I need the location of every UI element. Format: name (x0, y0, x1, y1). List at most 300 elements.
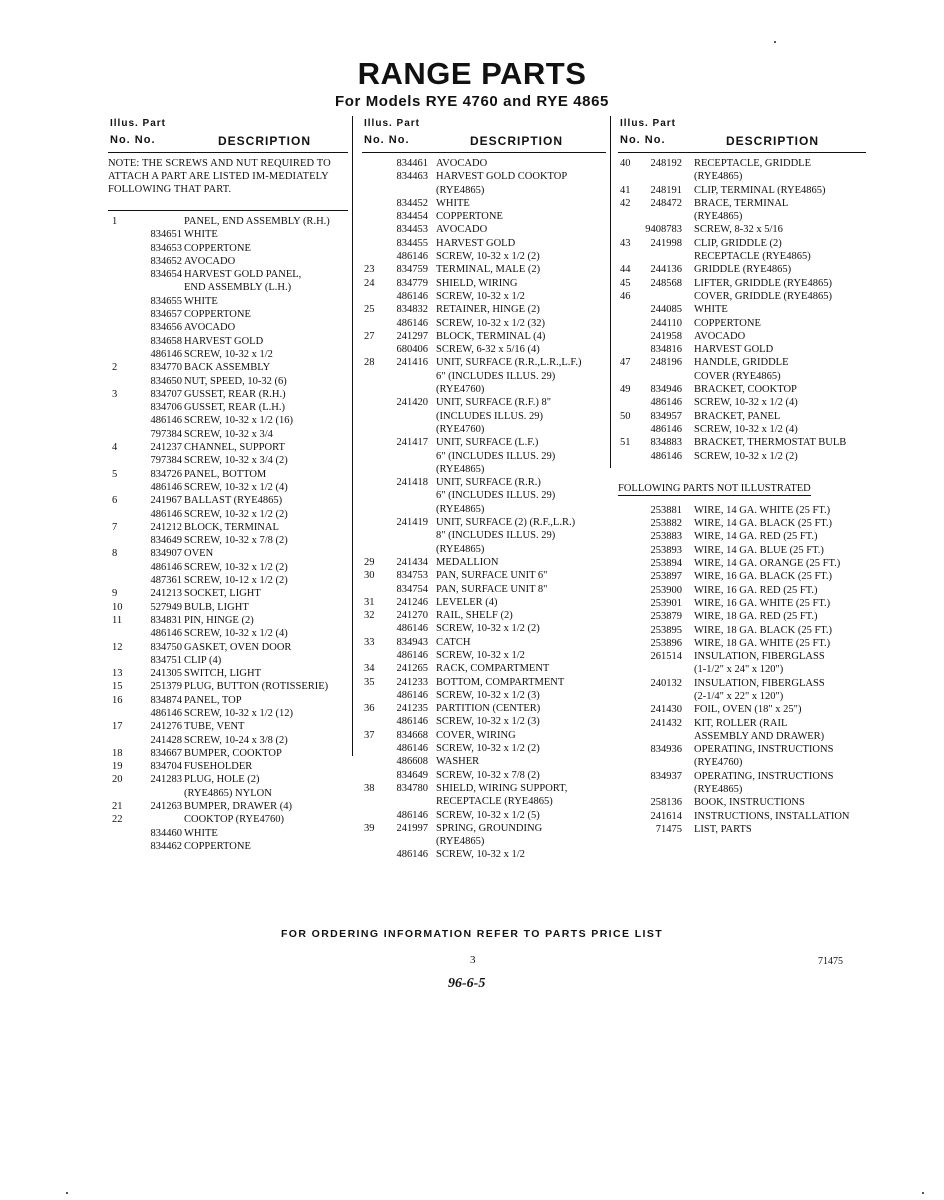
part-description: HANDLE, GRIDDLE (694, 357, 789, 369)
table-row (108, 468, 348, 481)
table-row (618, 184, 866, 197)
part-number: 834759 (396, 264, 428, 276)
part-description: WIRE, 18 GA. BLACK (25 FT.) (694, 624, 833, 636)
table-row (108, 281, 348, 294)
column-divider (610, 116, 611, 468)
part-description: BRACKET, THERMOSTAT BULB (694, 437, 847, 449)
part-description: (1-1/2" x 24" x 120") (694, 664, 784, 676)
part-description: SCREW, 10-32 x 1/2 (16) (184, 415, 293, 427)
part-number: 834957 (650, 410, 682, 422)
illus-number: 30 (364, 570, 375, 582)
part-number: 244085 (650, 304, 682, 316)
table-row (108, 627, 348, 640)
part-description: SCREW, 10-32 x 1/2 (2) (184, 508, 288, 520)
part-description: WHITE (184, 827, 218, 839)
part-number: 253896 (650, 637, 682, 649)
header-description: DESCRIPTION (218, 134, 312, 148)
table-row (108, 335, 348, 348)
part-number: 248192 (650, 158, 682, 169)
illus-number: 35 (364, 676, 375, 688)
part-description: SCREW, 10-32 x 1/2 (436, 290, 525, 302)
part-description: SCREW, 10-32 x 1/2 (184, 348, 273, 360)
part-number: 834946 (650, 384, 682, 396)
part-description: SCREW, 10-32 x 1/2 (32) (436, 317, 545, 329)
header-illus-part: Illus. Part (110, 118, 167, 129)
part-number: 244110 (650, 317, 682, 329)
part-description: SHIELD, WIRING (436, 277, 518, 289)
part-description: SHIELD, WIRING SUPPORT, (436, 782, 568, 794)
illus-number: 50 (620, 410, 631, 422)
table-row (108, 654, 348, 667)
part-number: 261514 (650, 651, 682, 663)
part-description: PANEL, TOP (184, 694, 242, 706)
table-row (362, 277, 606, 290)
table-row (618, 237, 866, 250)
part-description: UNIT, SURFACE (2) (R.F.,L.R.) (436, 517, 576, 529)
part-description: (RYE4760) (694, 757, 743, 769)
part-description: INSTRUCTIONS, INSTALLATION (694, 810, 850, 822)
part-description: HARVEST GOLD (694, 344, 774, 356)
part-number: 241428 (150, 734, 182, 746)
header-description: DESCRIPTION (470, 134, 564, 148)
part-number: 240132 (650, 677, 682, 689)
table-row (362, 396, 606, 409)
page-title: RANGE PARTS (357, 56, 587, 91)
parts-list (618, 157, 866, 463)
table-row (108, 215, 348, 228)
illus-number: 28 (364, 357, 375, 369)
part-description: COPPERTONE (184, 309, 251, 321)
illus-number: 31 (364, 596, 375, 608)
table-row (362, 317, 606, 330)
part-description: AVOCADO (694, 330, 746, 342)
column-header (618, 118, 866, 153)
part-description: RECEPTACLE (RYE4865) (694, 251, 811, 263)
part-description: WASHER (436, 756, 480, 768)
part-description: COVER, WIRING (436, 729, 516, 741)
part-number: 680406 (396, 344, 428, 356)
table-row (618, 557, 866, 570)
part-number: 486146 (396, 689, 428, 701)
part-description: FUSEHOLDER (184, 761, 253, 773)
part-number: 241418 (396, 477, 428, 489)
part-description: WIRE, 14 GA. RED (25 FT.) (694, 531, 818, 543)
part-description: (RYE4865) (694, 211, 743, 223)
illus-number: 8 (112, 548, 118, 560)
part-description: SCREW, 10-32 x 1/2 (2) (436, 743, 540, 755)
table-row (108, 680, 348, 693)
table-row (618, 810, 866, 823)
illus-number: 29 (364, 556, 375, 568)
table-row (362, 210, 606, 223)
part-description: COPPERTONE (184, 840, 251, 852)
part-description: HARVEST GOLD PANEL, (184, 269, 302, 281)
illus-number: 49 (620, 384, 631, 396)
part-number: 241213 (150, 588, 182, 600)
table-row (362, 197, 606, 210)
part-number: 241434 (396, 556, 428, 568)
header-illus-part: Illus. Part (620, 118, 677, 129)
part-number: 486146 (396, 623, 428, 635)
part-description: SCREW, 10-32 x 3/4 (2) (184, 455, 288, 467)
column-header (108, 118, 348, 153)
table-row (618, 223, 866, 236)
table-row (362, 410, 606, 423)
part-description: SCREW, 10-32 x 1/2 (3) (436, 716, 540, 728)
part-number: 834454 (396, 211, 428, 223)
table-row (618, 370, 866, 383)
part-description: 6" (INCLUDES ILLUS. 29) (436, 490, 556, 502)
part-number: 834460 (150, 827, 182, 839)
part-description: SCREW, 10-32 x 1/2 (5) (436, 809, 540, 821)
table-row (362, 702, 606, 715)
part-description: TERMINAL, MALE (2) (436, 264, 541, 276)
table-row (618, 637, 866, 650)
part-description: COPPERTONE (694, 317, 761, 329)
table-row (108, 561, 348, 574)
header-no-no: No. No. (110, 134, 156, 146)
part-description: CLIP, GRIDDLE (2) (694, 237, 782, 249)
illus-number: 23 (364, 264, 375, 276)
part-description: WHITE (184, 229, 218, 241)
part-description: PAN, SURFACE UNIT 6" (436, 570, 548, 582)
table-row (618, 356, 866, 369)
parts-column-1 (108, 118, 348, 853)
part-description: END ASSEMBLY (L.H.) (184, 282, 292, 294)
table-row (108, 375, 348, 388)
part-number: 834463 (396, 171, 428, 183)
part-number: 241430 (650, 704, 682, 716)
part-description: HARVEST GOLD (184, 335, 264, 347)
illus-number: 10 (112, 601, 123, 613)
illus-number: 19 (112, 761, 123, 773)
table-row (108, 667, 348, 680)
part-description: SCREW, 10-32 x 1/2 (12) (184, 707, 293, 719)
table-row (362, 476, 606, 489)
illus-number: 18 (112, 747, 123, 759)
table-row (362, 782, 606, 795)
part-description: SCREW, 6-32 x 5/16 (4) (436, 344, 540, 356)
table-row (618, 703, 866, 716)
header-no-no: No. No. (364, 134, 410, 146)
part-description: 6" (INCLUDES ILLUS. 29) (436, 370, 556, 382)
part-description: WIRE, 14 GA. WHITE (25 FT.) (694, 504, 831, 516)
part-number: 834943 (396, 636, 428, 648)
part-description: BOTTOM, COMPARTMENT (436, 676, 565, 688)
part-number: 9408783 (645, 224, 682, 236)
part-number: 253881 (650, 504, 682, 516)
illus-number: 38 (364, 782, 375, 794)
table-row (362, 649, 606, 662)
part-number: 253882 (650, 518, 682, 530)
table-row (108, 481, 348, 494)
part-description: CLIP, TERMINAL (RYE4865) (694, 184, 826, 196)
table-row (618, 504, 866, 517)
column-divider (352, 116, 353, 756)
table-row (362, 450, 606, 463)
part-number: 241297 (396, 330, 428, 342)
table-row (362, 263, 606, 276)
illus-number: 41 (620, 184, 631, 196)
illus-number: 37 (364, 729, 375, 741)
part-description: SCREW, 8-32 x 5/16 (694, 224, 783, 236)
part-description: NUT, SPEED, 10-32 (6) (184, 375, 287, 387)
part-description: SCREW, 10-12 x 1/2 (2) (184, 575, 288, 587)
part-number: 241283 (150, 774, 182, 786)
table-row (618, 756, 866, 769)
part-number: 486608 (396, 756, 428, 768)
table-row (362, 622, 606, 635)
part-number: 486146 (396, 649, 428, 661)
table-row (362, 370, 606, 383)
part-description: SCREW, 10-32 x 3/4 (184, 428, 273, 440)
parts-list (362, 157, 606, 862)
illus-number: 12 (112, 641, 123, 653)
table-row (108, 641, 348, 654)
illus-number: 1 (112, 216, 118, 227)
table-row (362, 290, 606, 303)
part-description: RACK, COMPARTMENT (436, 663, 550, 675)
column-header (362, 118, 606, 153)
part-number: 241432 (650, 717, 682, 729)
part-number: 527949 (150, 601, 182, 613)
part-number: 241958 (650, 330, 682, 342)
part-description: CHANNEL, SUPPORT (184, 442, 285, 454)
table-row (362, 303, 606, 316)
part-number: 486146 (396, 743, 428, 755)
part-description: BACK ASSEMBLY (184, 362, 271, 374)
part-number: 241265 (396, 663, 428, 675)
scan-speck (922, 1192, 924, 1194)
table-row (618, 584, 866, 597)
illus-number: 34 (364, 663, 375, 675)
illus-number: 11 (112, 614, 123, 626)
illus-number: 17 (112, 721, 123, 733)
part-number: 241998 (650, 237, 682, 249)
illus-number: 15 (112, 681, 123, 693)
table-row (618, 690, 866, 703)
table-row (362, 755, 606, 768)
table-row (108, 734, 348, 747)
table-row (362, 237, 606, 250)
table-row (618, 730, 866, 743)
table-row (362, 596, 606, 609)
part-number: 486146 (150, 348, 182, 360)
part-number: 834832 (396, 304, 428, 316)
part-description: (RYE4865) (694, 171, 743, 183)
part-number: 834816 (650, 344, 682, 356)
part-description: (INCLUDES ILLUS. 29) (436, 410, 544, 422)
part-description: BOOK, INSTRUCTIONS (694, 797, 805, 809)
part-description: RECEPTACLE (RYE4865) (436, 796, 553, 808)
table-row (618, 517, 866, 530)
part-description: MEDALLION (436, 556, 499, 568)
table-row (618, 770, 866, 783)
part-description: (RYE4760) (436, 423, 485, 435)
table-row (618, 170, 866, 183)
table-row (618, 343, 866, 356)
part-description: SCREW, 10-32 x 1/2 (3) (436, 689, 540, 701)
part-number: 241270 (396, 610, 428, 622)
scan-speck (774, 41, 776, 43)
part-number: 241263 (150, 801, 182, 813)
table-row (618, 410, 866, 423)
table-row (618, 263, 866, 276)
parts-column-3 (618, 118, 866, 836)
part-number: 834753 (396, 570, 428, 582)
part-number: 486146 (150, 707, 182, 719)
illus-number: 24 (364, 277, 375, 289)
part-number: 834650 (150, 375, 182, 387)
part-number: 797384 (150, 455, 182, 467)
part-number: 834656 (150, 322, 182, 334)
illus-number: 45 (620, 277, 631, 289)
part-description: (RYE4865) (694, 784, 743, 796)
table-row (618, 423, 866, 436)
table-row (108, 614, 348, 627)
part-description: OPERATING, INSTRUCTIONS (694, 744, 834, 756)
part-number: 834453 (396, 224, 428, 236)
part-description: PIN, HINGE (2) (184, 614, 254, 626)
part-description: RETAINER, HINGE (2) (436, 304, 540, 316)
part-description: RECEPTACLE, GRIDDLE (694, 158, 811, 169)
part-description: SCREW, 10-32 x 1/2 (2) (436, 251, 540, 263)
part-description: BRACKET, COOKTOP (694, 384, 797, 396)
part-number: 487361 (150, 575, 182, 587)
part-number: 834657 (150, 309, 182, 321)
illus-number: 47 (620, 357, 631, 369)
handwritten-mark: 96-6-5 (448, 976, 486, 991)
table-row (108, 787, 348, 800)
part-description: 6" (INCLUDES ILLUS. 29) (436, 450, 556, 462)
part-number: 834461 (396, 158, 428, 169)
header-description: DESCRIPTION (726, 134, 820, 148)
table-row (362, 423, 606, 436)
part-number: 248472 (650, 197, 682, 209)
part-description: PLUG, HOLE (2) (184, 774, 260, 786)
part-number: 248191 (650, 184, 682, 196)
part-description: BULB, LIGHT (184, 601, 249, 613)
part-number: 834668 (396, 729, 428, 741)
table-row (362, 223, 606, 236)
table-row (108, 321, 348, 334)
part-number: 486146 (150, 415, 182, 427)
table-row (362, 769, 606, 782)
scan-speck (66, 1192, 68, 1194)
illus-number: 20 (112, 774, 123, 786)
header-no-no: No. No. (620, 134, 666, 146)
part-number: 834452 (396, 197, 428, 209)
part-number: 486146 (150, 628, 182, 640)
table-row (618, 303, 866, 316)
part-number: 486146 (150, 508, 182, 520)
part-description: WIRE, 14 GA. ORANGE (25 FT.) (694, 558, 841, 570)
illus-number: 40 (620, 158, 631, 169)
part-description: OPERATING, INSTRUCTIONS (694, 770, 834, 782)
part-description: GASKET, OVEN DOOR (184, 641, 292, 653)
table-row (618, 383, 866, 396)
part-number: 834704 (150, 761, 182, 773)
part-description: COOKTOP (RYE4760) (184, 814, 285, 826)
part-number: 834750 (150, 641, 182, 653)
table-row (108, 800, 348, 813)
illus-number: 46 (620, 290, 631, 302)
part-number: 241997 (396, 822, 428, 834)
table-row (108, 428, 348, 441)
table-row (618, 544, 866, 557)
table-row (618, 650, 866, 663)
part-number: 834936 (650, 744, 682, 756)
part-number: 251379 (150, 681, 182, 693)
table-row (618, 624, 866, 637)
table-row (108, 760, 348, 773)
part-description: RAIL, SHELF (2) (436, 610, 513, 622)
part-description: INSULATION, FIBERGLASS (694, 651, 825, 663)
part-description: (RYE4865) (436, 463, 485, 475)
table-row (362, 809, 606, 822)
part-number: 258136 (650, 797, 682, 809)
part-description: PARTITION (CENTER) (436, 703, 541, 715)
table-row (108, 574, 348, 587)
parts-list-number: 71475 (818, 956, 843, 967)
table-row (108, 508, 348, 521)
table-row (362, 343, 606, 356)
part-description: UNIT, SURFACE (R.R.) (436, 477, 541, 489)
part-description: WIRE, 18 GA. WHITE (25 FT.) (694, 637, 831, 649)
part-number: 834831 (150, 614, 182, 626)
part-number: 241967 (150, 495, 182, 507)
part-number: 834653 (150, 242, 182, 254)
illus-number: 39 (364, 822, 375, 834)
part-number: 241237 (150, 442, 182, 454)
table-row (362, 184, 606, 197)
table-row (108, 494, 348, 507)
table-row (108, 414, 348, 427)
table-row (618, 396, 866, 409)
part-number: 834654 (150, 269, 182, 281)
table-row (362, 516, 606, 529)
illus-number: 43 (620, 237, 631, 249)
part-number: 486146 (396, 290, 428, 302)
table-row (108, 268, 348, 281)
part-number: 834667 (150, 747, 182, 759)
part-description: (RYE4865) NYLON (184, 787, 272, 799)
part-number: 241420 (396, 397, 428, 409)
part-description: SWITCH, LIGHT (184, 668, 261, 680)
table-row (108, 401, 348, 414)
part-description: SPRING, GROUNDING (436, 822, 543, 834)
part-description: SCREW, 10-32 x 1/2 (4) (184, 481, 288, 493)
part-number: 486146 (396, 849, 428, 861)
illus-number: 44 (620, 264, 631, 276)
illus-number: 6 (112, 495, 118, 507)
table-row (618, 436, 866, 449)
part-number: 834649 (150, 535, 182, 547)
table-row (362, 662, 606, 675)
part-number: 241235 (396, 703, 428, 715)
table-row (618, 717, 866, 730)
part-number: 241246 (396, 596, 428, 608)
table-row (108, 308, 348, 321)
table-row (362, 715, 606, 728)
part-number: 253893 (650, 544, 682, 556)
part-description: PAN, SURFACE UNIT 8" (436, 583, 548, 595)
part-number: 486146 (396, 809, 428, 821)
part-number: 486146 (150, 561, 182, 573)
part-description: GUSSET, REAR (L.H.) (184, 402, 286, 414)
part-description: SCREW, 10-24 x 3/8 (2) (184, 734, 288, 746)
table-row (362, 356, 606, 369)
